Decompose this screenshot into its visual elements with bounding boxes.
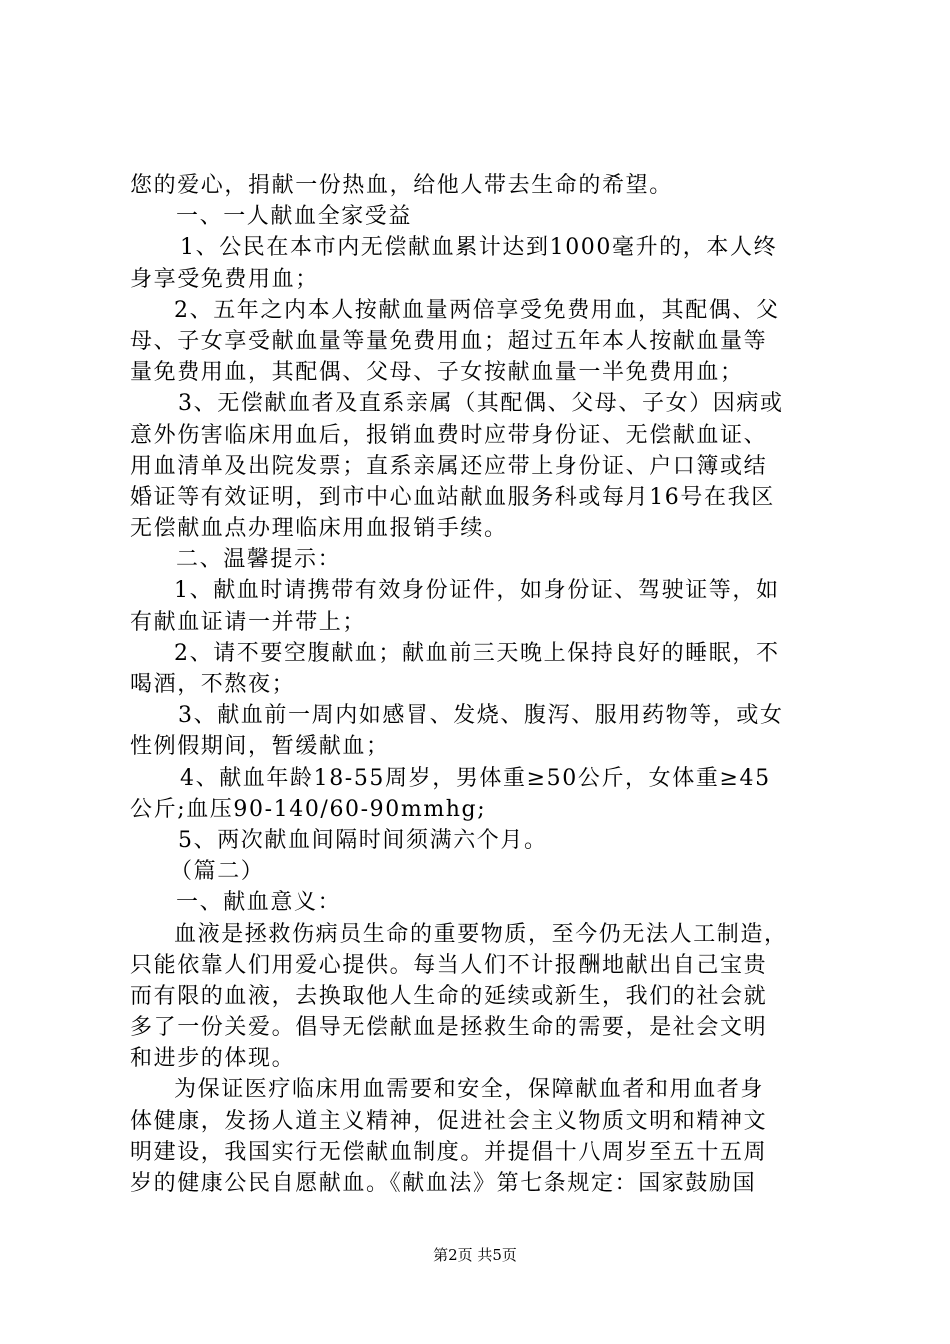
body-line: 3、无偿献血者及直系亲属（其配偶、父母、子女）因病或 [178,391,784,417]
body-line: 用血清单及出院发票；直系亲属还应带上身份证、户口簿或结 [130,453,768,479]
body-line: 喝酒，不熬夜； [130,672,296,697]
page-number-footer: 第2页 共5页 [433,1246,517,1264]
body-line: 身享受免费用血； [130,266,319,292]
body-line: 无偿献血点办理临床用血报销手续。 [130,516,508,542]
body-line: 婚证等有效证明，到市中心血站献血服务科或每月16号在我区 [130,484,775,510]
body-line: 公斤;血压90-140/60-90mmhg; [130,796,487,822]
section-heading: （篇二） [170,859,265,885]
section-heading: 一、献血意义： [176,890,342,916]
section-heading: 一、一人献血全家受益 [176,204,413,230]
body-line: 量免费用血，其配偶、父母、子女按献血量一半免费用血； [130,360,744,386]
body-line: 1、公民在本市内无偿献血累计达到1000毫升的，本人终 [180,235,778,261]
body-line: 4、献血年龄18-55周岁，男体重≥50公斤，女体重≥45 [180,765,771,791]
body-line: 明建设，我国实行无偿献血制度。并提倡十八周岁至五十五周 [130,1139,768,1165]
body-line: 母、子女享受献血量等量免费用血；超过五年本人按献血量等 [130,328,768,354]
section-heading: 二、温馨提示： [176,547,342,573]
body-line: 多了一份关爱。倡导无偿献血是拯救生命的需要，是社会文明 [130,1015,768,1041]
body-line: 而有限的血液，去换取他人生命的延续或新生，我们的社会就 [130,983,768,1009]
body-line: 和进步的体现。 [130,1046,296,1072]
body-line: 意外伤害临床用血后，报销血费时应带身份证、无偿献血证、 [130,422,768,448]
body-line: 3、献血前一周内如感冒、发烧、腹泻、服用药物等，或女 [178,703,784,729]
body-line: 有献血证请一并带上； [130,609,367,635]
body-line: 岁的健康公民自愿献血。《献血法》第七条规定：国家鼓励国 [130,1171,757,1196]
body-line: 您的爱心，捐献一份热血，给他人带去生命的希望。 [130,173,673,198]
body-line: 2、五年之内本人按献血量两倍享受免费用血，其配偶、父 [174,297,780,323]
body-line: 性例假期间，暂缓献血； [130,734,390,760]
body-line: 1、献血时请携带有效身份证件，如身份证、驾驶证等，如 [174,578,780,604]
document-body [130,170,834,1199]
body-line: 2、请不要空腹献血；献血前三天晚上保持良好的睡眠，不 [174,640,780,666]
body-line: 血液是拯救伤病员生命的重要物质，至今仍无法人工制造， [174,921,788,947]
body-line: 体健康，发扬人道主义精神，促进社会主义物质文明和精神文 [130,1108,768,1134]
body-line: 只能依靠人们用爱心提供。每当人们不计报酬地献出自己宝贵 [130,952,768,978]
body-line: 为保证医疗临床用血需要和安全，保障献血者和用血者身 [174,1077,765,1103]
body-line: 5、两次献血间隔时间须满六个月。 [178,827,548,853]
